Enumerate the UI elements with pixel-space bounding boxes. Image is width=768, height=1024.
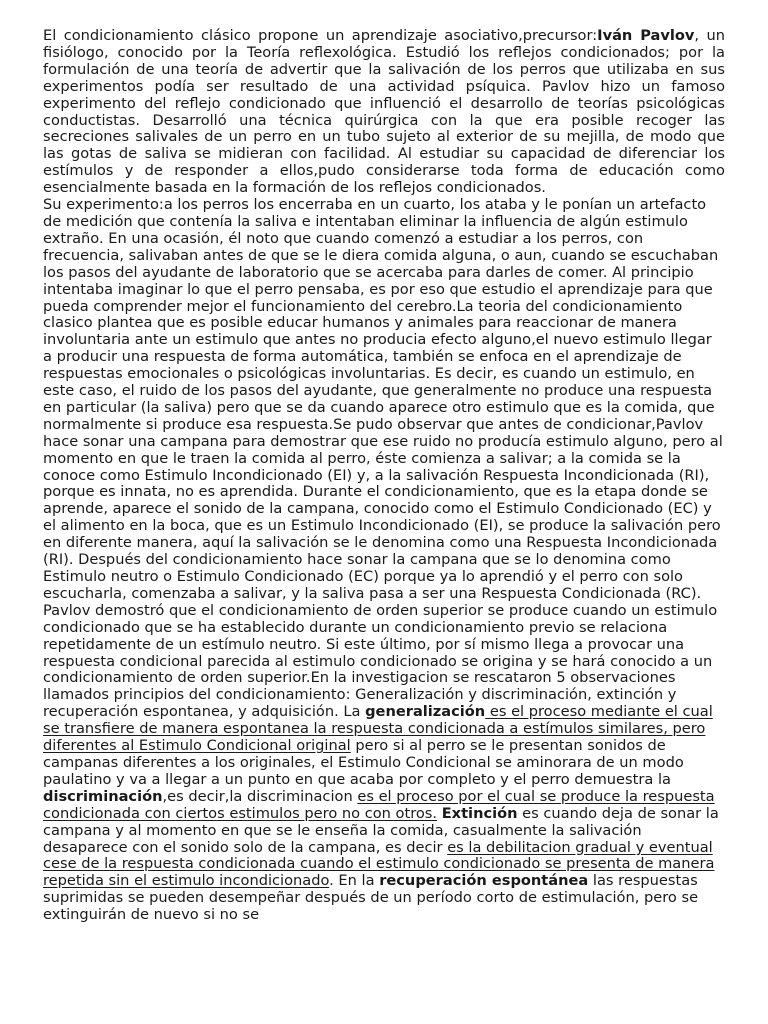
intro-text-rest: , un fisiólogo, conocido por la Teoría reflexológica. Estudió los reflejos condicionados; por la formulación de una teoría de advertir que la salivación de los perros que utilizaba en sus experimentos podía ser resultado de una actividad psíquica. Pavlov hizo un famoso experimento del reflejo condicionado que influenció el desarrollo de teorías psicológicas conductistas. Desarrolló una técnica quirúrgica con la que era posible recoger las secreciones salivales de un perro en un tubo sujeto al exterior de su mejilla, de modo que las gotas de saliva se midieran con facilidad. Al estudiar su capacidad de diferenciar los estímulos y de responder a ellos,pudo considerarse toda forma de educación como esencialmente basada en la formación de los reflejos condicionados.: [43, 27, 725, 197]
definition-generalizacion: es el proceso mediante el cual se transfiere de manera espontanea la respuesta condicionada a estímulos similares, pero diferentes al Estimulo Condicional original: [43, 703, 713, 755]
definition-discriminacion: es el proceso por el cual se produce la respuesta condicionada con ciertos estimulos pero no con otros.: [43, 787, 715, 822]
text-segment-6: . En la: [329, 872, 380, 890]
text-segment-5: es cuando deja de sonar la campana y al momento en que se le enseña la comida, casualmente la salivación desaparece con el sonido solo de la campana, es decir: [43, 804, 719, 856]
experiment-text: Su experimento:a los perros los encerraba en un cuarto, los ataba y le ponían un artefacto de medición que contenía la saliva e intentaban eliminar la influencia de algún estimulo extraño. En una ocasión, él noto que cuando comenzó a estudiar a los perros, con frecuencia, salivaban antes de que se le diera comida alguna, o aun, cuando se escuchaban los pasos del ayudante de laboratorio que se acercaba para darles de comer. Al principio intentaba imaginar lo que el perro pensaba, es por eso que estudio el aprendizaje para que pueda comprender mejor el funcionamiento del cerebro.La teoria del condicionamiento clasico plantea que es posible educar humanos y animales para reaccionar de manera involuntaria ante un estimulo que antes no producia efecto alguno,el nuevo estimulo llegar a producir una respuesta de forma automática, también se enfoca en el aprendizaje de respuestas emocionales o psicológicas involuntarias. Es decir, es cuando un estimulo, en este caso, el ruido de los pasos del ayudante, que generalmente no produce una respuesta en particular (la saliva) pero que se da cuando aparece otro estimulo que es la comida, que normalmente si produce esa respuesta.Se pudo observar que antes de condicionar,Pavlov hace sonar una campana para demostrar que ese ruido no producía estimulo alguno, pero al momento en que le traen la comida al perro, éste comienza a salivar; a la comida se la conoce como Estimulo Incondicionado (EI) y, a la salivación Respuesta Incondicionada (RI), porque es innata, no es aprendida. Durante el condicionamiento, que es la etapa donde se aprende, aparece el sonido de la campana, conocido como el Estimulo Condicionado (EC) y el alimento en la boca, que es un Estimulo Incondicionado (EI), se produce la salivación pero en diferente manera, aquí la salivación se le denomina como una Respuesta Incondicionada (RI). Después del condicionamiento hace sonar la campana que se lo denomina como Estimulo neutro o Estimulo Condicionado (EC) porque ya lo aprendió y el perro con solo escucharla, comenzaba a salivar, y la saliva pasa a ser una Respuesta Condicionada (RC). Pavlov demostró que el condicionamiento de orden superior se produce cuando un estimulo condicionado que se ha establecido durante un condicionamiento previo se relaciona repetidamente de un estímulo neutro. Si este último, por sí mismo llega a provocar una respuesta condicional parecida al estimulo condicionado se origina y se hará conocido a un condicionamiento de orden superior.En la investigacion se rescataron 5 observaciones llamados principios del condicionamiento: Generalización y discriminación, extinción y recuperación espontanea, y adquisición. La: [43, 196, 723, 721]
term-discriminacion: discriminación: [43, 787, 163, 805]
term-recuperacion: recuperación espontánea: [379, 872, 589, 890]
term-extincion: Extinción: [441, 804, 518, 822]
pavlov-name: Iván Pavlov: [597, 27, 695, 44]
paragraph-intro: [43, 28, 725, 197]
text-segment-7: las respuestas suprimidas se pueden desempeñar después de un período corto de estimulación, pero se extinguirán de nuevo si no se: [43, 872, 699, 924]
text-segment-3: ,es decir,la discriminacion: [162, 787, 358, 805]
definition-extincion: es la debilitacion gradual y eventual cese de la respuesta condicionada cuando el estimulo condicionado se presenta de manera repetida sin el estimulo incondicionado: [43, 838, 715, 890]
intro-text-start: El condicionamiento clásico propone un aprendizaje asociativo,precursor:: [43, 27, 598, 44]
text-segment-2: pero si al perro se le presentan sonidos de campanas diferentes a los originales, el Estimulo Condicional se aminorara de un modo paulatino y va a llegar a un punto en que acaba por completo y el perro demuestra la: [43, 737, 684, 788]
term-generalizacion: generalización: [365, 703, 486, 721]
paragraph-experiment: [43, 197, 725, 924]
